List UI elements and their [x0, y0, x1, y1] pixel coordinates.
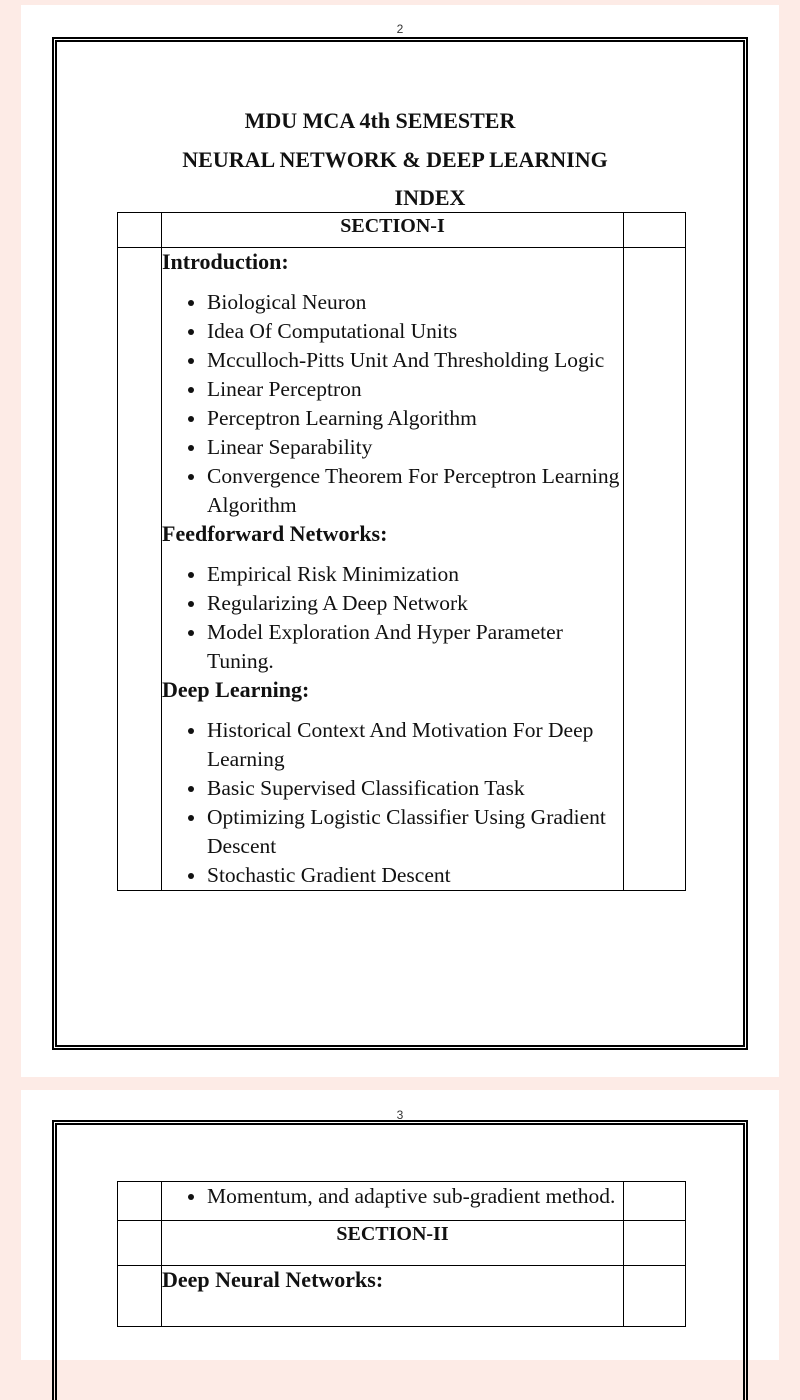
table-cell-empty [118, 1266, 162, 1327]
table-cell-empty [118, 1182, 162, 1221]
topics-cell [162, 1182, 624, 1221]
list-item: • Perceptron Learning Algorithm [207, 404, 623, 433]
topic-list [162, 716, 623, 890]
list-item: • Convergence Theorem For Perceptron Learning Algorithm [207, 462, 623, 520]
group-heading: Introduction: [162, 249, 289, 274]
list-item: • Idea Of Computational Units [207, 317, 623, 346]
table-cell-empty [118, 248, 162, 891]
list-item: • Historical Context And Motivation For Deep Learning [207, 716, 623, 774]
topic-list [162, 1182, 623, 1210]
topic-list [162, 560, 623, 676]
list-item: • Model Exploration And Hyper Parameter Tuning. [207, 618, 623, 676]
topics-cell [162, 1266, 624, 1327]
page-number: 2 [396, 22, 404, 36]
group-heading: Feedforward Networks: [162, 521, 388, 546]
section-title: SECTION-I [162, 213, 624, 248]
table-cell-empty [118, 1221, 162, 1266]
list-item: • Stochastic Gradient Descent [207, 861, 623, 890]
page-border [52, 1120, 748, 1400]
list-item: • Mcculloch-Pitts Unit And Thresholding Logic [207, 346, 623, 375]
list-item: • Basic Supervised Classification Task [207, 774, 623, 803]
topics-cell [162, 248, 624, 891]
page-number: 3 [396, 1108, 404, 1122]
section-title: SECTION-II [162, 1221, 624, 1266]
list-item: • Biological Neuron [207, 288, 623, 317]
list-item: • Regularizing A Deep Network [207, 589, 623, 618]
list-item: • Linear Perceptron [207, 375, 623, 404]
title-line-3: INDEX [394, 185, 466, 210]
index-table [117, 212, 686, 891]
topic-list [162, 288, 623, 520]
list-item: • Momentum, and adaptive sub-gradient method. [207, 1182, 623, 1210]
table-cell-empty [624, 1182, 686, 1221]
table-cell-empty [118, 213, 162, 248]
list-item: • Optimizing Logistic Classifier Using Gradient Descent [207, 803, 623, 861]
document-page-2 [21, 5, 779, 1077]
table-cell-empty [624, 1266, 686, 1327]
document-page-3 [21, 1090, 779, 1360]
group-heading: Deep Learning: [162, 677, 310, 702]
group-heading: Deep Neural Networks: [162, 1267, 384, 1292]
table-cell-empty [624, 248, 686, 891]
list-item: • Empirical Risk Minimization [207, 560, 623, 589]
table-cell-empty [624, 1221, 686, 1266]
list-item: • Linear Separability [207, 433, 623, 462]
title-line-2: NEURAL NETWORK & DEEP LEARNING [182, 147, 608, 172]
title-line-1: MDU MCA 4th SEMESTER [244, 108, 516, 133]
table-cell-empty [624, 213, 686, 248]
index-table [117, 1181, 686, 1327]
page-border [52, 37, 748, 1050]
